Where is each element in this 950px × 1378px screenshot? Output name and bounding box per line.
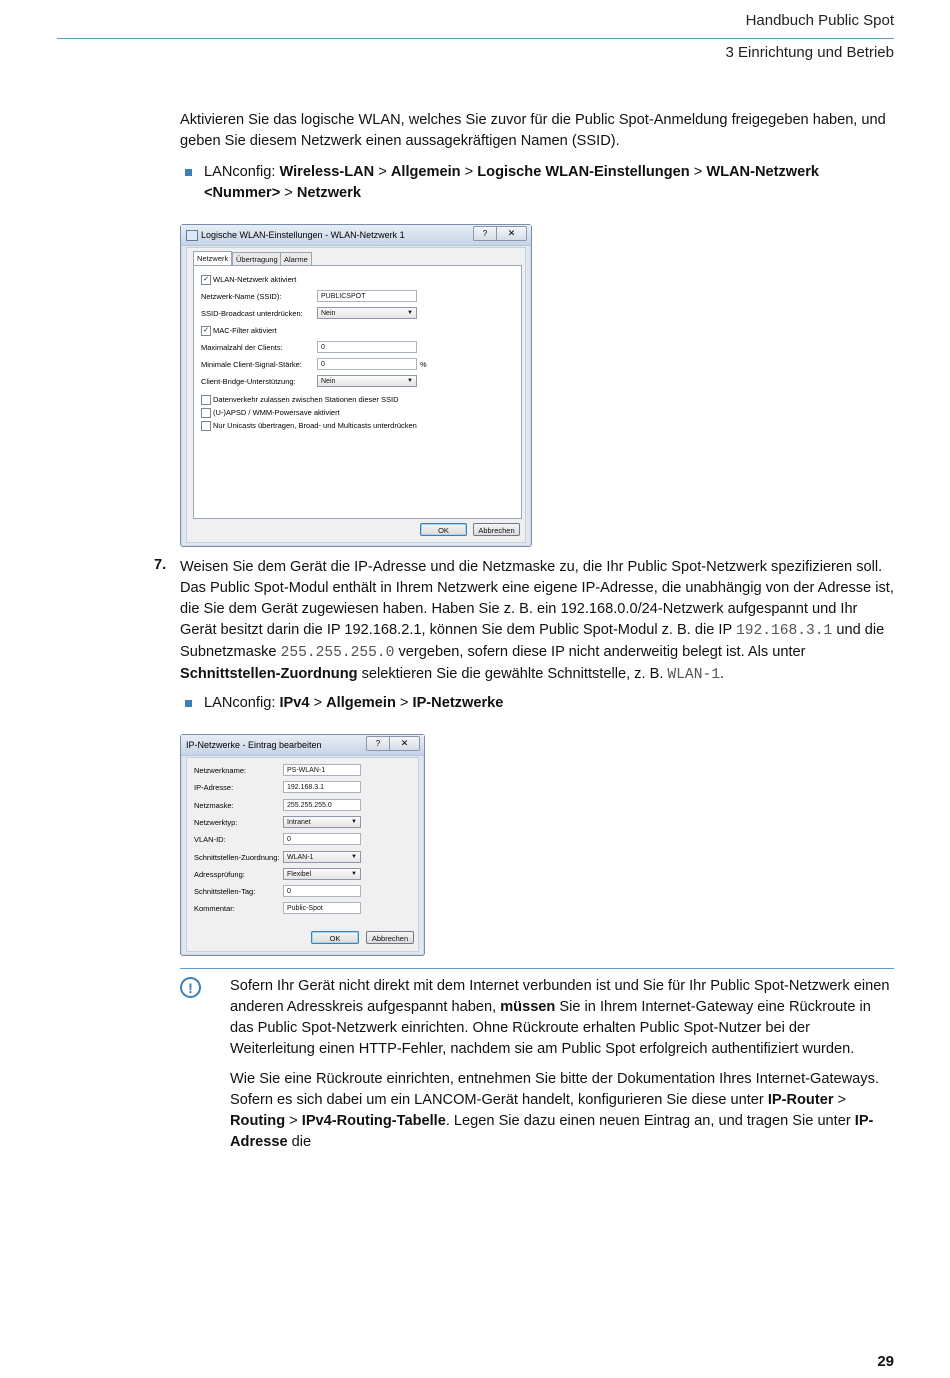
tab-panel-netzwerk [193, 265, 522, 519]
header-divider [57, 38, 894, 39]
apsd-label: (U-)APSD / WMM-Powersave aktiviert [213, 408, 340, 417]
chevron-down-icon: ▼ [351, 853, 357, 860]
chevron-down-icon: ▼ [407, 310, 413, 316]
tab-netzwerk[interactable]: Netzwerk [193, 251, 232, 266]
note-paragraph-2 [230, 1069, 895, 1153]
ip-row-input[interactable] [283, 902, 361, 914]
intro-text: Aktivieren Sie das logische WLAN, welches Sie zuvor für die Public Spot-Anmeldung freigegeben haben, und geben Sie diesem Netzwerk einen aussagekräftigen Namen (SSID). [180, 112, 886, 149]
note-text-2g: . Legen Sie dazu einen neuen Eintrag an, und tragen Sie unter [445, 1113, 855, 1129]
ip-row-value: 0 [287, 888, 291, 896]
ip-adresse-term: IP-Adresse [230, 1113, 874, 1150]
ip-row-label: Kommentar: [194, 904, 235, 914]
dialog-title: IP-Netzwerke - Eintrag bearbeiten [186, 740, 322, 750]
header-section: 3 Einrichtung und Betrieb [725, 44, 894, 61]
ip-row-label: Schnittstellen-Tag: [194, 887, 256, 897]
help-icon[interactable]: ? [366, 736, 390, 751]
dialog-body [186, 757, 419, 952]
help-icon[interactable]: ? [473, 226, 497, 241]
traffic-between-stations-checkbox[interactable] [201, 395, 211, 405]
ip-row-label: VLAN-ID: [194, 835, 226, 845]
ip-row-value: 255.255.255.0 [287, 801, 332, 809]
max-clients-input[interactable]: 0 [317, 341, 417, 353]
ip-row-value: 192.168.3.1 [287, 784, 324, 792]
max-clients-label: Maximalzahl der Clients: [201, 343, 283, 352]
cancel-button[interactable]: Abbrechen [473, 523, 520, 536]
apsd-checkbox[interactable] [201, 408, 211, 418]
path-logische-wlan: Logische WLAN-Einstellungen [477, 164, 690, 180]
chevron-down-icon: ▼ [407, 378, 413, 384]
cancel-button[interactable]: Abbrechen [366, 931, 414, 944]
path-wireless-lan: Wireless-LAN [279, 164, 375, 180]
ok-button[interactable]: OK [420, 523, 467, 536]
ip-row-input[interactable] [283, 781, 361, 793]
step-7-text-1: Das Public Spot-Modul enthält in Ihrem Netzwerk eine eigene IP-Adresse, die unabhängig von der Adresse ist, die Sie dem Gerät zugewiesen haben. Haben Sie z. B. ein 192.168.0.0/24-Netzwerk aufgespannt und Ihr Gerät besitzt darin die IP 192.168.2.1, können Sie dem Public Spot-Modul z. B. die IP [180, 580, 894, 638]
step-7-paragraph [180, 557, 894, 686]
bullet-prefix: LANconfig: [204, 164, 280, 180]
path-sep: > [280, 185, 297, 201]
close-icon[interactable]: ✕ [389, 736, 420, 751]
ip-row-input[interactable] [283, 764, 361, 776]
dialog-body [186, 247, 526, 543]
ip-row-value: Flexibel [287, 870, 312, 878]
ok-button[interactable]: OK [311, 931, 359, 944]
step-7-text-3: vergeben, sofern diese IP nicht anderweitig belegt ist. Als unter [394, 644, 806, 660]
ip-row-value: PS-WLAN-1 [287, 767, 326, 774]
ip-address-code: 192.168.3.1 [735, 623, 833, 639]
path-wlan-netzwerk: WLAN-Netzwerk <Nummer> [204, 164, 820, 201]
bullet-square-icon [185, 700, 192, 707]
ip-row-value: WLAN-1 [287, 853, 314, 861]
min-signal-unit: % [420, 360, 427, 369]
path-sep: > [309, 695, 327, 711]
path-ip-router: IP-Router [767, 1092, 834, 1108]
bullet-square-icon [185, 169, 192, 176]
bullet-text [204, 162, 895, 204]
note-text-2a: Wie Sie eine Rückroute einrichten, entnehmen Sie bitte der Dokumentation Ihres Internet-Gateways. Sofern es sich dabei um ein LANCOM-Gerät handelt, konfigurieren Sie diese unter [230, 1071, 879, 1108]
path-sep: > [374, 164, 391, 180]
client-bridge-value: Nein [321, 378, 336, 385]
note-paragraph-1 [230, 976, 895, 1060]
step-7-text-5: . [719, 666, 725, 682]
step-7-text-4: selektieren Sie die gewählte Schnittstelle, z. B. [357, 666, 668, 682]
note-text-1a: Sofern Ihr Gerät nicht direkt mit dem Internet verbunden ist und Sie für Ihr Public Spot-Netzwerk einen anderen Adresskreis aufgespannt haben, [230, 978, 890, 1015]
ip-row-input[interactable] [283, 885, 361, 897]
schnittstellen-zuordnung-term: Schnittstellen-Zuordnung [180, 666, 358, 682]
dialog-title: Logische WLAN-Einstellungen - WLAN-Netzwerk 1 [201, 230, 405, 240]
window-controls [366, 736, 418, 750]
step-7-body [180, 578, 894, 686]
path-sep: > [689, 164, 707, 180]
ip-row-select[interactable] [283, 868, 361, 880]
note-text-1c: Sie in Ihrem Internet-Gateway eine Rückroute in das Public Spot-Netzwerk einrichten. Ohne Rückroute erhalten Public Spot-Nutzer bei der Weiterleitung einen HTTP-Fehler, nachdem sie am Public Spot erfolgreich authentifiziert wurden. [230, 999, 871, 1057]
app-icon [186, 230, 198, 241]
min-signal-input[interactable]: 0 [317, 358, 417, 370]
ip-row-label: Netzwerktyp: [194, 817, 238, 827]
ssid-label: Netzwerk-Name (SSID): [201, 292, 282, 301]
path-ipv4-routing-tabelle: IPv4-Routing-Tabelle [301, 1113, 446, 1129]
intro-paragraph [180, 110, 894, 152]
chevron-down-icon: ▼ [351, 870, 357, 877]
unicast-only-checkbox[interactable] [201, 421, 211, 431]
ip-row-label: Schnittstellen-Zuordnung: [194, 852, 280, 862]
mac-filter-checkbox[interactable]: ✓ [201, 326, 211, 336]
path-sep: > [285, 1113, 302, 1129]
traffic-between-stations-label: Datenverkehr zulassen zwischen Stationen dieser SSID [213, 395, 399, 404]
ip-row-input[interactable] [283, 799, 361, 811]
ssid-broadcast-value: Nein [321, 310, 336, 317]
path-ip-netzwerke: IP-Netzwerke [412, 695, 504, 711]
note-divider [180, 968, 894, 969]
interface-code: WLAN-1 [667, 667, 720, 683]
ssid-broadcast-select[interactable] [317, 307, 417, 319]
note-text-2i: die [287, 1134, 312, 1150]
ip-row-select[interactable] [283, 851, 361, 863]
path-netzwerk: Netzwerk [296, 185, 361, 201]
dialog-titlebar [181, 735, 424, 756]
ssid-broadcast-label: SSID-Broadcast unterdrücken: [201, 309, 303, 318]
ip-row-label: Netzwerkname: [194, 766, 247, 775]
tab-alarme[interactable]: Alarme [280, 252, 312, 266]
path-routing: Routing [230, 1113, 286, 1129]
tab-uebertragung[interactable]: Übertragung [232, 252, 282, 266]
step-number: 7. [154, 557, 167, 573]
ip-row-label: Adressprüfung: [194, 869, 245, 879]
client-bridge-label: Client-Bridge-Unterstützung: [201, 377, 296, 386]
wlan-active-checkbox[interactable]: ✓ [201, 275, 211, 285]
header-title: Handbuch Public Spot [745, 12, 894, 29]
chevron-down-icon: ▼ [351, 818, 357, 825]
exclamation-icon: ! [180, 977, 201, 998]
ip-row-value: Public-Spot [287, 905, 323, 913]
path-sep: > [460, 164, 478, 180]
path-sep: > [833, 1092, 847, 1108]
dialog-titlebar [181, 225, 531, 246]
path-allgemein: Allgemein [390, 164, 461, 180]
dialog-ip-netzwerke [180, 734, 425, 956]
page-number: 29 [877, 1353, 894, 1370]
path-ipv4: IPv4 [279, 695, 310, 711]
step-7-line1: Weisen Sie dem Gerät die IP-Adresse und die Netzmaske zu, die Ihr Public Spot-Netzwerk spezifizieren soll. [180, 559, 883, 575]
bullet-text [204, 693, 895, 714]
bullet-prefix: LANconfig: [204, 695, 280, 711]
close-icon[interactable]: ✕ [496, 226, 527, 241]
mac-filter-label: MAC-Filter aktiviert [213, 326, 277, 335]
ip-row-label: Netzmaske: [194, 800, 234, 810]
dialog-logische-wlan-einstellungen [180, 224, 532, 547]
netmask-code: 255.255.255.0 [280, 645, 395, 661]
note-emphasis: müssen [500, 999, 556, 1015]
ip-row-value: 0 [287, 836, 291, 844]
client-bridge-select[interactable] [317, 375, 417, 387]
path-allgemein: Allgemein [326, 695, 396, 711]
bullet-lanconfig-wlan [185, 162, 895, 204]
ssid-input[interactable]: PUBLICSPOT [317, 290, 417, 302]
ip-row-input[interactable] [283, 833, 361, 845]
ip-row-select[interactable] [283, 816, 361, 828]
window-controls [473, 226, 525, 240]
min-signal-label: Minimale Client-Signal-Stärke: [201, 360, 302, 369]
path-sep: > [395, 695, 413, 711]
wlan-active-label: WLAN-Netzwerk aktiviert [213, 275, 297, 284]
ip-row-value: Intranet [287, 818, 311, 826]
ip-row-label: IP-Adresse: [194, 783, 234, 793]
bullet-lanconfig-ipv4 [185, 693, 895, 714]
unicast-only-label: Nur Unicasts übertragen, Broad- und Multicasts unterdrücken [213, 421, 417, 430]
step-7-text-2: und die Subnetzmaske [180, 622, 885, 660]
